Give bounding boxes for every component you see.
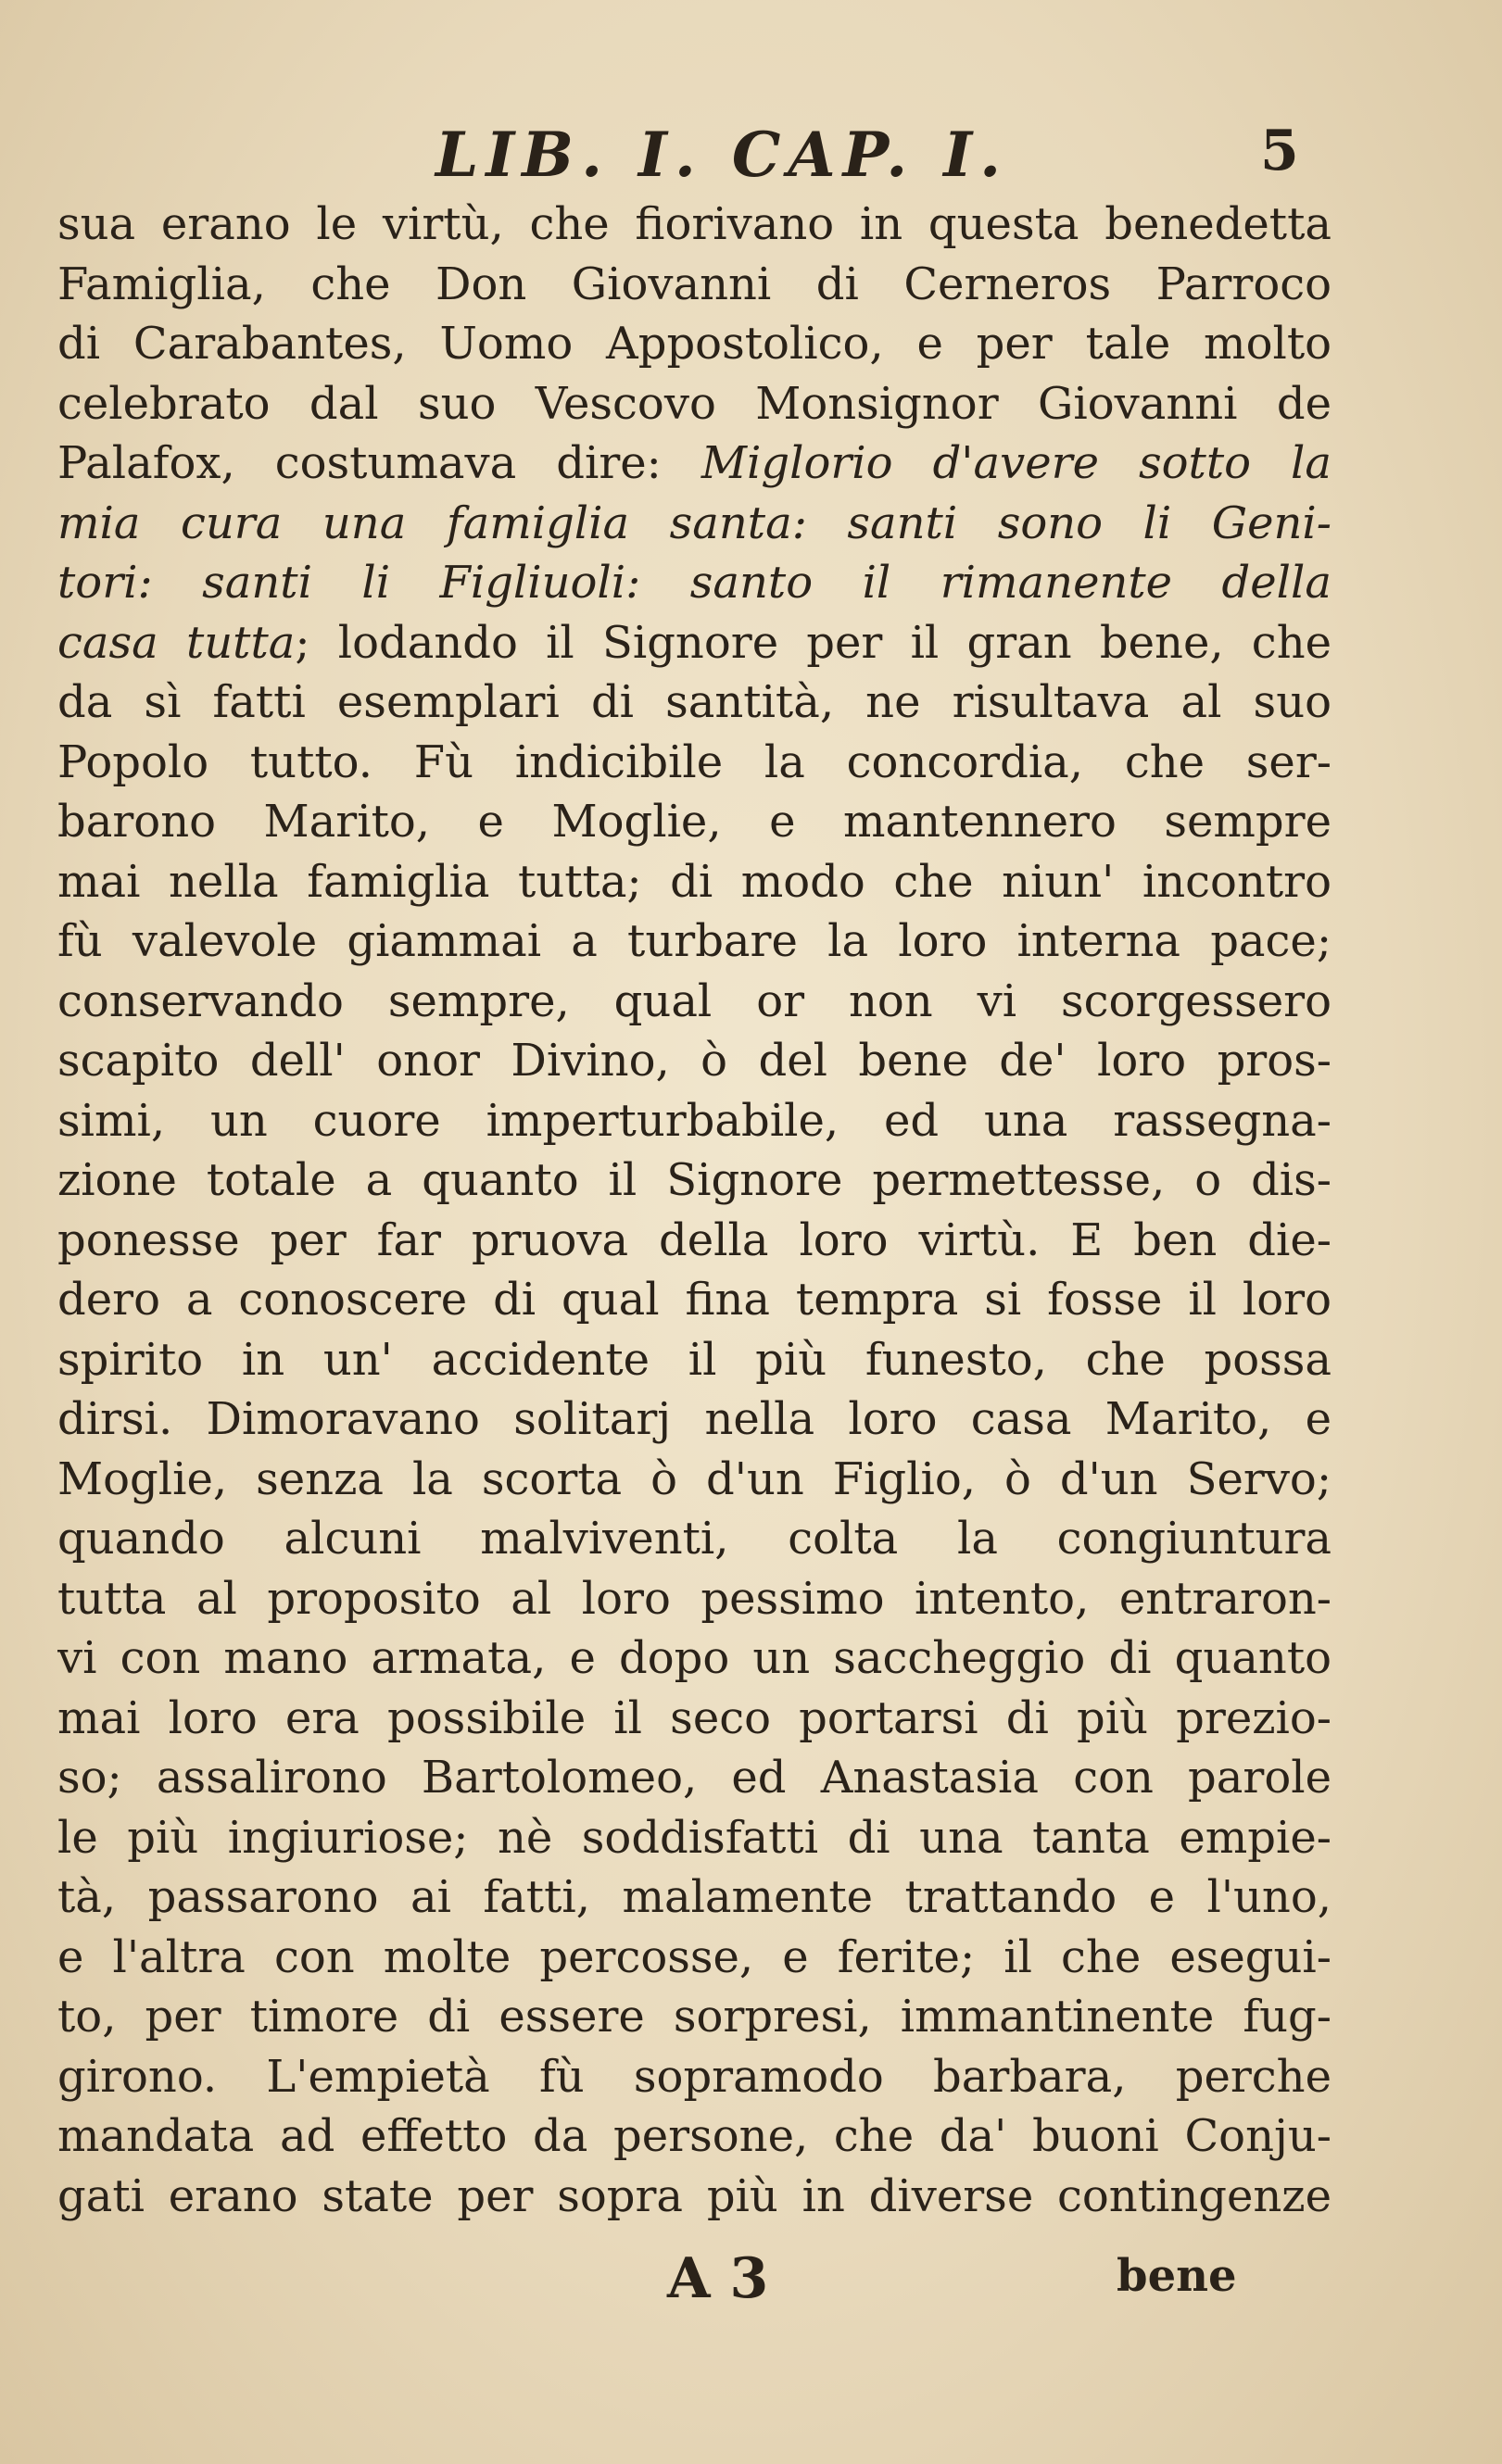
text-line: tutta al proposito al loro pessimo intento, entraron-: [57, 1572, 1332, 1625]
text-line-italic: mia cura una famiglia santa: santi sono li Geni-: [57, 497, 1332, 549]
text-line: gati erano state per sopra più in diverse contingenze: [57, 2169, 1332, 2222]
signature-mark: A 3: [667, 2246, 769, 2311]
catchword: bene: [1117, 2250, 1237, 2302]
text-line: simi, un cuore imperturbabile, ed una rassegna-: [57, 1094, 1332, 1147]
running-head: LIB. I. CAP. I.: [435, 119, 1009, 191]
text-line: Popolo tutto. Fù indicibile la concordia, che ser-: [57, 735, 1332, 788]
text-line: girono. L'empietà fù sopramodo barbara, perche: [57, 2050, 1332, 2103]
text-line: da sì fatti esemplari di santità, ne risultava al suo: [57, 676, 1332, 728]
text-line: vi con mano armata, e dopo un saccheggio di quanto: [57, 1632, 1332, 1684]
text-line: tà, passarono ai fatti, malamente trattando e l'uno,: [57, 1871, 1332, 1923]
text-line: fù valevole giammai a turbare la loro interna pace;: [57, 915, 1332, 967]
text-line: celebrato dal suo Vescovo Monsignor Giovanni de: [57, 377, 1332, 430]
text-line: quando alcuni malviventi, colta la congiuntura: [57, 1513, 1332, 1565]
text-line: mai loro era possibile il seco portarsi di più prezio-: [57, 1691, 1332, 1744]
text-line: ponesse per far pruova della loro virtù. E ben die-: [57, 1213, 1332, 1266]
text-line: mandata ad effetto da persone, che da' buoni Conju-: [57, 2110, 1332, 2162]
text-line: dirsi. Dimoravano solitarj nella loro casa Marito, e: [57, 1393, 1332, 1445]
text-fragment: Palafox, costumava dire:: [57, 437, 701, 489]
text-line: Famiglia, che Don Giovanni di Cerneros Parroco: [57, 258, 1332, 310]
page-header: [0, 109, 1502, 193]
text-line: so; assalirono Bartolomeo, ed Anastasia con parole: [57, 1752, 1332, 1804]
text-line: conservando sempre, qual or non vi scorgessero: [57, 974, 1332, 1027]
text-line: Moglie, senza la scorta ò d'un Figlio, ò d'un Servo;: [57, 1452, 1332, 1505]
text-line-italic: tori: santi li Figliuoli: santo il rimanente della: [57, 557, 1332, 609]
page-footer: [0, 2246, 1502, 2339]
text-line: to, per timore di essere sorpresi, immantinente fug-: [57, 1991, 1332, 2043]
italic-quote: casa tutta: [57, 616, 296, 669]
page-number: 5: [1260, 119, 1299, 183]
text-line: e l'altra con molte percosse, e ferite; il che esegui-: [57, 1930, 1332, 1983]
text-line: le più ingiuriose; nè soddisfatti di una tanta empie-: [57, 1811, 1332, 1864]
text-line: [57, 434, 1332, 494]
text-line: barono Marito, e Moglie, e mantennero sempre: [57, 796, 1332, 848]
text-fragment: ; lodando il Signore per il gran bene, che: [295, 616, 1332, 669]
text-line: zione totale a quanto il Signore permettesse, o dis-: [57, 1154, 1332, 1206]
text-line: [57, 613, 1332, 673]
text-line: di Carabantes, Uomo Appostolico, e per tale molto: [57, 318, 1332, 370]
text-line: sua erano le virtù, che fiorivano in questa benedetta: [57, 198, 1332, 250]
body-text: [57, 195, 1332, 2226]
text-line: spirito in un' accidente il più funesto, che possa: [57, 1333, 1332, 1386]
text-line: dero a conoscere di qual fina tempra si fosse il loro: [57, 1274, 1332, 1326]
text-line: mai nella famiglia tutta; di modo che niun' incontro: [57, 855, 1332, 908]
italic-quote: Miglorio d'avere sotto la: [701, 437, 1332, 489]
text-line: scapito dell' onor Divino, ò del bene de' loro pros-: [57, 1035, 1332, 1087]
